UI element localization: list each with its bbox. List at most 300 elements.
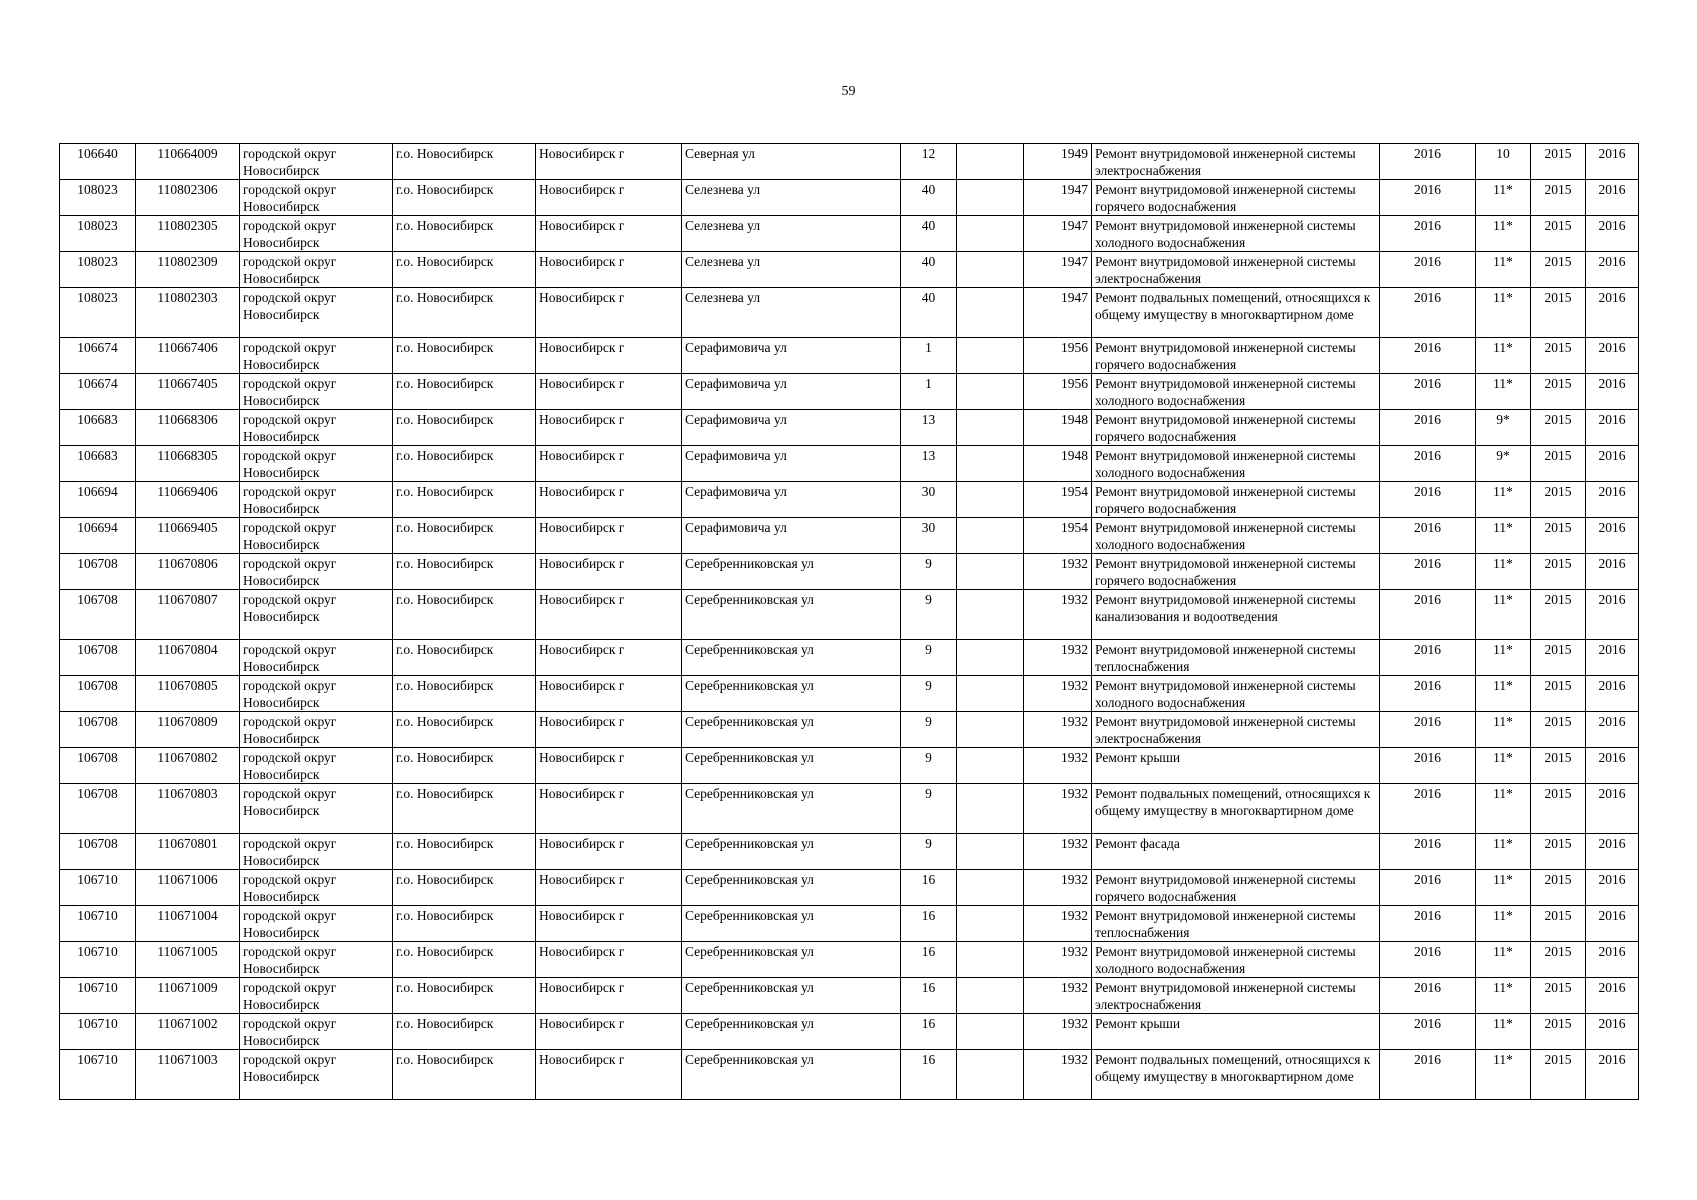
cell-work-id: 110671006: [136, 870, 240, 906]
table-row: [60, 978, 1639, 1014]
cell-settlement: Новосибирск г: [536, 180, 682, 216]
cell-street: Серебренниковская ул: [682, 1014, 901, 1050]
cell-building-letter: [957, 1050, 1024, 1100]
cell-municipal-short: г.о. Новосибирск: [393, 288, 536, 338]
cell-house-number: 30: [901, 518, 957, 554]
cell-floors: 11*: [1476, 518, 1531, 554]
cell-start-year: 2015: [1531, 1050, 1586, 1100]
cell-municipal-short: г.о. Новосибирск: [393, 144, 536, 180]
cell-building-id: 106683: [60, 446, 136, 482]
cell-plan-year: 2016: [1380, 676, 1476, 712]
cell-building-id: 106674: [60, 374, 136, 410]
cell-floors: 11*: [1476, 374, 1531, 410]
cell-end-year: 2016: [1586, 590, 1639, 640]
cell-building-letter: [957, 784, 1024, 834]
cell-work-type: Ремонт внутридомовой инженерной системы холодного водоснабжения: [1092, 942, 1380, 978]
cell-end-year: 2016: [1586, 410, 1639, 446]
cell-end-year: 2016: [1586, 784, 1639, 834]
cell-start-year: 2015: [1531, 252, 1586, 288]
cell-start-year: 2015: [1531, 374, 1586, 410]
cell-start-year: 2015: [1531, 288, 1586, 338]
cell-construction-year: 1956: [1024, 374, 1092, 410]
cell-municipality: городской округ Новосибирск: [240, 518, 393, 554]
cell-work-id: 110671003: [136, 1050, 240, 1100]
cell-start-year: 2015: [1531, 446, 1586, 482]
cell-work-id: 110671009: [136, 978, 240, 1014]
cell-start-year: 2015: [1531, 216, 1586, 252]
cell-work-id: 110802303: [136, 288, 240, 338]
cell-street: Серебренниковская ул: [682, 906, 901, 942]
cell-construction-year: 1932: [1024, 640, 1092, 676]
cell-municipal-short: г.о. Новосибирск: [393, 180, 536, 216]
cell-building-id: 106710: [60, 870, 136, 906]
cell-settlement: Новосибирск г: [536, 1014, 682, 1050]
cell-construction-year: 1932: [1024, 590, 1092, 640]
cell-building-id: 108023: [60, 180, 136, 216]
table-row: [60, 748, 1639, 784]
cell-street: Серебренниковская ул: [682, 676, 901, 712]
cell-plan-year: 2016: [1380, 978, 1476, 1014]
cell-work-id: 110670809: [136, 712, 240, 748]
cell-municipality: городской округ Новосибирск: [240, 288, 393, 338]
table-row: [60, 374, 1639, 410]
cell-settlement: Новосибирск г: [536, 216, 682, 252]
cell-street: Серебренниковская ул: [682, 554, 901, 590]
cell-construction-year: 1947: [1024, 180, 1092, 216]
table-row: [60, 518, 1639, 554]
cell-plan-year: 2016: [1380, 374, 1476, 410]
cell-work-type: Ремонт внутридомовой инженерной системы теплоснабжения: [1092, 640, 1380, 676]
cell-start-year: 2015: [1531, 942, 1586, 978]
cell-municipal-short: г.о. Новосибирск: [393, 216, 536, 252]
cell-municipal-short: г.о. Новосибирск: [393, 712, 536, 748]
cell-construction-year: 1932: [1024, 870, 1092, 906]
cell-construction-year: 1932: [1024, 712, 1092, 748]
cell-construction-year: 1954: [1024, 518, 1092, 554]
table-row: [60, 410, 1639, 446]
cell-floors: 11*: [1476, 942, 1531, 978]
cell-end-year: 2016: [1586, 1050, 1639, 1100]
cell-work-type: Ремонт внутридомовой инженерной системы горячего водоснабжения: [1092, 870, 1380, 906]
cell-floors: 11*: [1476, 834, 1531, 870]
cell-work-id: 110667406: [136, 338, 240, 374]
cell-street: Северная ул: [682, 144, 901, 180]
cell-settlement: Новосибирск г: [536, 144, 682, 180]
table-row: [60, 870, 1639, 906]
cell-municipality: городской округ Новосибирск: [240, 640, 393, 676]
cell-end-year: 2016: [1586, 712, 1639, 748]
cell-house-number: 16: [901, 942, 957, 978]
cell-municipal-short: г.о. Новосибирск: [393, 518, 536, 554]
cell-floors: 11*: [1476, 338, 1531, 374]
cell-settlement: Новосибирск г: [536, 834, 682, 870]
cell-end-year: 2016: [1586, 676, 1639, 712]
cell-street: Серебренниковская ул: [682, 1050, 901, 1100]
cell-floors: 11*: [1476, 676, 1531, 712]
cell-house-number: 16: [901, 1014, 957, 1050]
cell-floors: 11*: [1476, 870, 1531, 906]
cell-work-id: 110668306: [136, 410, 240, 446]
cell-municipal-short: г.о. Новосибирск: [393, 676, 536, 712]
cell-street: Серафимовича ул: [682, 518, 901, 554]
table-row: [60, 590, 1639, 640]
cell-work-type: Ремонт внутридомовой инженерной системы электроснабжения: [1092, 978, 1380, 1014]
cell-building-letter: [957, 216, 1024, 252]
cell-municipality: городской округ Новосибирск: [240, 446, 393, 482]
cell-street: Серафимовича ул: [682, 482, 901, 518]
cell-building-id: 106710: [60, 942, 136, 978]
cell-start-year: 2015: [1531, 338, 1586, 374]
cell-start-year: 2015: [1531, 834, 1586, 870]
cell-house-number: 9: [901, 784, 957, 834]
table-row: [60, 252, 1639, 288]
cell-work-type: Ремонт внутридомовой инженерной системы холодного водоснабжения: [1092, 518, 1380, 554]
cell-work-id: 110671002: [136, 1014, 240, 1050]
cell-start-year: 2015: [1531, 482, 1586, 518]
cell-building-letter: [957, 252, 1024, 288]
cell-municipal-short: г.о. Новосибирск: [393, 834, 536, 870]
cell-municipal-short: г.о. Новосибирск: [393, 906, 536, 942]
cell-house-number: 9: [901, 748, 957, 784]
cell-building-letter: [957, 288, 1024, 338]
cell-street: Серебренниковская ул: [682, 590, 901, 640]
cell-settlement: Новосибирск г: [536, 590, 682, 640]
cell-settlement: Новосибирск г: [536, 906, 682, 942]
cell-municipal-short: г.о. Новосибирск: [393, 978, 536, 1014]
cell-building-id: 106708: [60, 554, 136, 590]
cell-work-type: Ремонт внутридомовой инженерной системы холодного водоснабжения: [1092, 216, 1380, 252]
cell-building-id: 108023: [60, 288, 136, 338]
cell-municipality: городской округ Новосибирск: [240, 144, 393, 180]
cell-start-year: 2015: [1531, 784, 1586, 834]
table-row: [60, 942, 1639, 978]
cell-construction-year: 1947: [1024, 216, 1092, 252]
cell-work-type: Ремонт внутридомовой инженерной системы электроснабжения: [1092, 712, 1380, 748]
cell-settlement: Новосибирск г: [536, 482, 682, 518]
cell-building-id: 106708: [60, 784, 136, 834]
cell-house-number: 9: [901, 554, 957, 590]
cell-end-year: 2016: [1586, 942, 1639, 978]
cell-construction-year: 1932: [1024, 942, 1092, 978]
table-row: [60, 906, 1639, 942]
cell-house-number: 40: [901, 252, 957, 288]
cell-municipal-short: г.о. Новосибирск: [393, 1050, 536, 1100]
cell-floors: 11*: [1476, 1050, 1531, 1100]
table-body: [60, 144, 1639, 1100]
cell-work-id: 110802306: [136, 180, 240, 216]
cell-work-id: 110670807: [136, 590, 240, 640]
cell-house-number: 16: [901, 870, 957, 906]
cell-construction-year: 1932: [1024, 834, 1092, 870]
cell-end-year: 2016: [1586, 748, 1639, 784]
cell-settlement: Новосибирск г: [536, 338, 682, 374]
cell-work-type: Ремонт фасада: [1092, 834, 1380, 870]
cell-floors: 11*: [1476, 216, 1531, 252]
cell-building-id: 106710: [60, 906, 136, 942]
cell-municipality: городской округ Новосибирск: [240, 374, 393, 410]
cell-end-year: 2016: [1586, 640, 1639, 676]
cell-floors: 11*: [1476, 1014, 1531, 1050]
cell-work-id: 110668305: [136, 446, 240, 482]
cell-construction-year: 1956: [1024, 338, 1092, 374]
cell-building-id: 106708: [60, 640, 136, 676]
table-row: [60, 216, 1639, 252]
cell-building-id: 106694: [60, 482, 136, 518]
cell-municipal-short: г.о. Новосибирск: [393, 590, 536, 640]
cell-plan-year: 2016: [1380, 712, 1476, 748]
cell-municipal-short: г.о. Новосибирск: [393, 942, 536, 978]
cell-start-year: 2015: [1531, 554, 1586, 590]
cell-start-year: 2015: [1531, 870, 1586, 906]
cell-municipality: городской округ Новосибирск: [240, 978, 393, 1014]
cell-construction-year: 1954: [1024, 482, 1092, 518]
cell-building-id: 106710: [60, 1050, 136, 1100]
cell-end-year: 2016: [1586, 554, 1639, 590]
cell-end-year: 2016: [1586, 252, 1639, 288]
cell-plan-year: 2016: [1380, 870, 1476, 906]
cell-work-id: 110670803: [136, 784, 240, 834]
cell-municipality: городской округ Новосибирск: [240, 410, 393, 446]
cell-building-letter: [957, 338, 1024, 374]
cell-work-type: Ремонт внутридомовой инженерной системы теплоснабжения: [1092, 906, 1380, 942]
cell-settlement: Новосибирск г: [536, 640, 682, 676]
cell-street: Серебренниковская ул: [682, 712, 901, 748]
cell-start-year: 2015: [1531, 978, 1586, 1014]
cell-building-letter: [957, 712, 1024, 748]
cell-work-id: 110670802: [136, 748, 240, 784]
cell-house-number: 13: [901, 446, 957, 482]
cell-house-number: 1: [901, 374, 957, 410]
cell-house-number: 9: [901, 640, 957, 676]
cell-building-letter: [957, 554, 1024, 590]
cell-start-year: 2015: [1531, 1014, 1586, 1050]
page-number: 59: [841, 84, 856, 99]
table-row: [60, 288, 1639, 338]
cell-plan-year: 2016: [1380, 446, 1476, 482]
cell-work-id: 110664009: [136, 144, 240, 180]
cell-end-year: 2016: [1586, 338, 1639, 374]
cell-house-number: 40: [901, 180, 957, 216]
cell-house-number: 40: [901, 288, 957, 338]
cell-plan-year: 2016: [1380, 216, 1476, 252]
cell-street: Серебренниковская ул: [682, 834, 901, 870]
table-row: [60, 784, 1639, 834]
cell-work-type: Ремонт крыши: [1092, 748, 1380, 784]
cell-street: Селезнева ул: [682, 216, 901, 252]
cell-plan-year: 2016: [1380, 144, 1476, 180]
cell-end-year: 2016: [1586, 978, 1639, 1014]
cell-house-number: 9: [901, 834, 957, 870]
cell-start-year: 2015: [1531, 906, 1586, 942]
cell-building-letter: [957, 640, 1024, 676]
cell-municipality: городской округ Новосибирск: [240, 712, 393, 748]
cell-municipal-short: г.о. Новосибирск: [393, 640, 536, 676]
cell-work-id: 110670804: [136, 640, 240, 676]
cell-plan-year: 2016: [1380, 482, 1476, 518]
cell-municipal-short: г.о. Новосибирск: [393, 784, 536, 834]
cell-work-id: 110667405: [136, 374, 240, 410]
cell-start-year: 2015: [1531, 144, 1586, 180]
cell-street: Серебренниковская ул: [682, 748, 901, 784]
cell-building-id: 108023: [60, 216, 136, 252]
table-row: [60, 676, 1639, 712]
cell-municipal-short: г.о. Новосибирск: [393, 870, 536, 906]
cell-building-letter: [957, 1014, 1024, 1050]
cell-start-year: 2015: [1531, 640, 1586, 676]
cell-building-letter: [957, 978, 1024, 1014]
cell-work-type: Ремонт крыши: [1092, 1014, 1380, 1050]
cell-end-year: 2016: [1586, 518, 1639, 554]
cell-settlement: Новосибирск г: [536, 712, 682, 748]
cell-work-type: Ремонт внутридомовой инженерной системы горячего водоснабжения: [1092, 410, 1380, 446]
cell-building-id: 106674: [60, 338, 136, 374]
cell-settlement: Новосибирск г: [536, 252, 682, 288]
cell-street: Серебренниковская ул: [682, 942, 901, 978]
cell-plan-year: 2016: [1380, 288, 1476, 338]
cell-start-year: 2015: [1531, 748, 1586, 784]
cell-work-type: Ремонт внутридомовой инженерной системы холодного водоснабжения: [1092, 374, 1380, 410]
cell-settlement: Новосибирск г: [536, 410, 682, 446]
cell-municipal-short: г.о. Новосибирск: [393, 446, 536, 482]
cell-start-year: 2015: [1531, 590, 1586, 640]
cell-street: Серебренниковская ул: [682, 784, 901, 834]
cell-municipal-short: г.о. Новосибирск: [393, 482, 536, 518]
cell-municipality: городской округ Новосибирск: [240, 906, 393, 942]
cell-municipality: городской округ Новосибирск: [240, 784, 393, 834]
cell-municipality: городской округ Новосибирск: [240, 870, 393, 906]
cell-building-letter: [957, 180, 1024, 216]
cell-building-id: 106683: [60, 410, 136, 446]
cell-street: Серебренниковская ул: [682, 870, 901, 906]
table-row: [60, 180, 1639, 216]
cell-end-year: 2016: [1586, 446, 1639, 482]
cell-end-year: 2016: [1586, 1014, 1639, 1050]
cell-work-id: 110669406: [136, 482, 240, 518]
cell-house-number: 1: [901, 338, 957, 374]
cell-building-letter: [957, 834, 1024, 870]
cell-building-letter: [957, 906, 1024, 942]
cell-street: Серафимовича ул: [682, 446, 901, 482]
cell-floors: 11*: [1476, 712, 1531, 748]
capital-repair-table: [59, 143, 1639, 1100]
cell-settlement: Новосибирск г: [536, 784, 682, 834]
cell-floors: 11*: [1476, 748, 1531, 784]
cell-end-year: 2016: [1586, 834, 1639, 870]
cell-construction-year: 1932: [1024, 978, 1092, 1014]
cell-street: Серафимовича ул: [682, 410, 901, 446]
cell-work-type: Ремонт внутридомовой инженерной системы электроснабжения: [1092, 252, 1380, 288]
cell-building-id: 106710: [60, 978, 136, 1014]
cell-house-number: 13: [901, 410, 957, 446]
cell-building-letter: [957, 144, 1024, 180]
cell-floors: 11*: [1476, 590, 1531, 640]
cell-construction-year: 1949: [1024, 144, 1092, 180]
cell-plan-year: 2016: [1380, 748, 1476, 784]
cell-building-letter: [957, 590, 1024, 640]
cell-end-year: 2016: [1586, 144, 1639, 180]
cell-floors: 11*: [1476, 252, 1531, 288]
cell-work-type: Ремонт внутридомовой инженерной системы холодного водоснабжения: [1092, 446, 1380, 482]
cell-municipality: городской округ Новосибирск: [240, 338, 393, 374]
cell-work-type: Ремонт внутридомовой инженерной системы канализования и водоотведения: [1092, 590, 1380, 640]
cell-settlement: Новосибирск г: [536, 978, 682, 1014]
cell-house-number: 9: [901, 712, 957, 748]
cell-municipal-short: г.о. Новосибирск: [393, 410, 536, 446]
cell-work-id: 110671004: [136, 906, 240, 942]
table-row: [60, 712, 1639, 748]
cell-municipal-short: г.о. Новосибирск: [393, 338, 536, 374]
cell-plan-year: 2016: [1380, 834, 1476, 870]
cell-settlement: Новосибирск г: [536, 676, 682, 712]
cell-building-letter: [957, 410, 1024, 446]
cell-street: Селезнева ул: [682, 288, 901, 338]
cell-building-letter: [957, 482, 1024, 518]
cell-building-id: 106710: [60, 1014, 136, 1050]
cell-start-year: 2015: [1531, 518, 1586, 554]
cell-settlement: Новосибирск г: [536, 748, 682, 784]
cell-street: Серафимовича ул: [682, 374, 901, 410]
cell-municipal-short: г.о. Новосибирск: [393, 1014, 536, 1050]
cell-building-id: 106640: [60, 144, 136, 180]
table-row: [60, 144, 1639, 180]
cell-building-letter: [957, 518, 1024, 554]
cell-street: Серебренниковская ул: [682, 978, 901, 1014]
cell-plan-year: 2016: [1380, 590, 1476, 640]
cell-start-year: 2015: [1531, 410, 1586, 446]
table-row: [60, 640, 1639, 676]
cell-floors: 11*: [1476, 978, 1531, 1014]
cell-construction-year: 1932: [1024, 748, 1092, 784]
cell-plan-year: 2016: [1380, 906, 1476, 942]
cell-floors: 9*: [1476, 410, 1531, 446]
cell-plan-year: 2016: [1380, 784, 1476, 834]
cell-construction-year: 1947: [1024, 288, 1092, 338]
table-row: [60, 338, 1639, 374]
cell-municipality: городской округ Новосибирск: [240, 252, 393, 288]
cell-municipality: городской округ Новосибирск: [240, 834, 393, 870]
cell-house-number: 16: [901, 978, 957, 1014]
cell-building-letter: [957, 676, 1024, 712]
cell-street: Серебренниковская ул: [682, 640, 901, 676]
cell-floors: 11*: [1476, 482, 1531, 518]
cell-street: Селезнева ул: [682, 180, 901, 216]
cell-building-id: 108023: [60, 252, 136, 288]
cell-start-year: 2015: [1531, 180, 1586, 216]
cell-building-letter: [957, 748, 1024, 784]
table-row: [60, 834, 1639, 870]
cell-plan-year: 2016: [1380, 518, 1476, 554]
cell-settlement: Новосибирск г: [536, 518, 682, 554]
cell-house-number: 9: [901, 590, 957, 640]
cell-house-number: 40: [901, 216, 957, 252]
cell-construction-year: 1932: [1024, 1014, 1092, 1050]
cell-end-year: 2016: [1586, 906, 1639, 942]
cell-floors: 9*: [1476, 446, 1531, 482]
cell-house-number: 30: [901, 482, 957, 518]
cell-work-type: Ремонт подвальных помещений, относящихся к общему имуществу в многоквартирном доме: [1092, 784, 1380, 834]
cell-municipality: городской округ Новосибирск: [240, 590, 393, 640]
table-row: [60, 1050, 1639, 1100]
cell-end-year: 2016: [1586, 180, 1639, 216]
cell-start-year: 2015: [1531, 712, 1586, 748]
cell-start-year: 2015: [1531, 676, 1586, 712]
cell-building-id: 106708: [60, 712, 136, 748]
cell-end-year: 2016: [1586, 288, 1639, 338]
cell-floors: 11*: [1476, 554, 1531, 590]
cell-plan-year: 2016: [1380, 640, 1476, 676]
cell-construction-year: 1948: [1024, 446, 1092, 482]
cell-municipal-short: г.о. Новосибирск: [393, 748, 536, 784]
